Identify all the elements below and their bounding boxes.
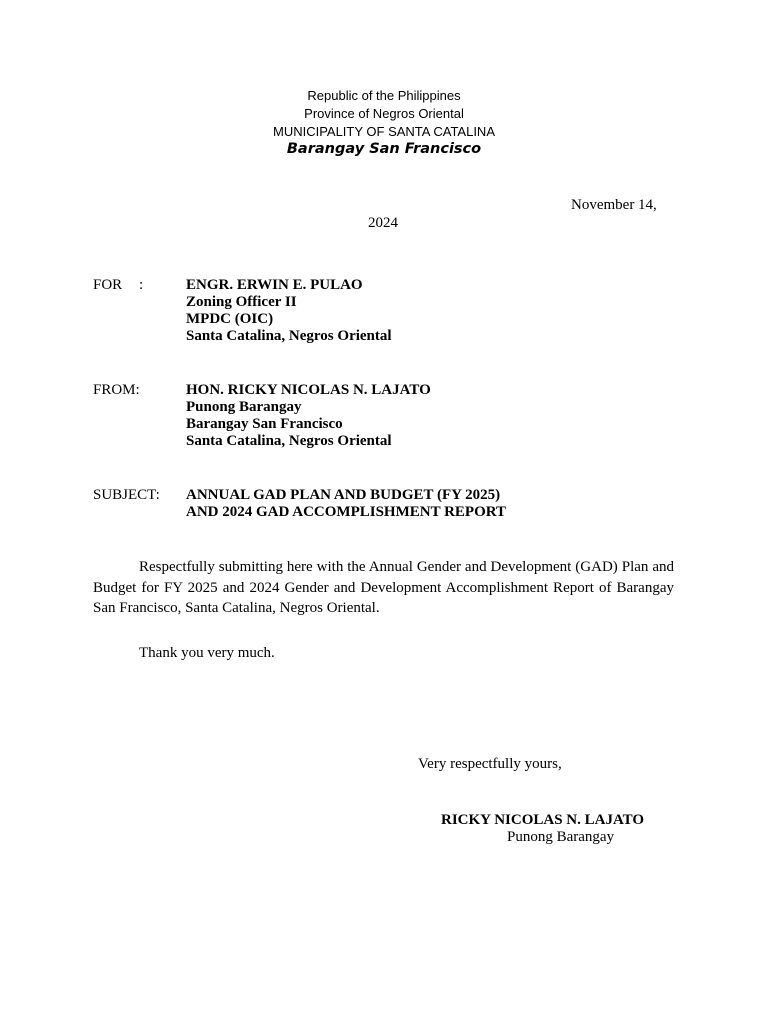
letterhead-municipality: MUNICIPALITY OF SANTA CATALINA	[272, 124, 495, 139]
for-recipient-office: MPDC (OIC)	[186, 311, 274, 327]
from-sender-barangay: Barangay San Francisco	[186, 416, 343, 432]
letterhead-republic: Republic of the Philippines	[307, 88, 461, 103]
for-recipient-address: Santa Catalina, Negros Oriental	[186, 328, 392, 344]
valediction: Very respectfully yours,	[418, 756, 562, 772]
date-year: 2024	[368, 215, 398, 231]
for-colon: :	[139, 277, 144, 293]
for-recipient-name: ENGR. ERWIN E. PULAO	[186, 277, 363, 293]
date-month-day: November 14,	[571, 197, 657, 213]
from-sender-position: Punong Barangay	[186, 399, 302, 415]
body-paragraph: Respectfully submitting here with the Annual Gender and Development (GAD) Plan and Budget for FY 2025 and 2024 Gender and Development Accomplishment Report of Barangay San Francisco, Santa Catalina, Negros Oriental.	[93, 559, 674, 616]
thank-you-line: Thank you very much.	[139, 645, 275, 661]
letterhead-barangay: Barangay San Francisco	[286, 141, 482, 157]
subject-line-1: ANNUAL GAD PLAN AND BUDGET (FY 2025)	[186, 487, 501, 503]
subject-label: SUBJECT:	[93, 487, 160, 503]
from-sender-name: HON. RICKY NICOLAS N. LAJATO	[186, 382, 431, 398]
signatory-title: Punong Barangay	[507, 829, 615, 845]
subject-line-2: AND 2024 GAD ACCOMPLISHMENT REPORT	[186, 504, 507, 520]
letterhead-province: Province of Negros Oriental	[304, 106, 464, 121]
signatory-name: RICKY NICOLAS N. LAJATO	[441, 812, 645, 828]
for-recipient-position: Zoning Officer II	[186, 294, 297, 310]
from-sender-address: Santa Catalina, Negros Oriental	[186, 433, 392, 449]
for-label: FOR	[93, 277, 123, 293]
from-label: FROM:	[93, 382, 140, 398]
